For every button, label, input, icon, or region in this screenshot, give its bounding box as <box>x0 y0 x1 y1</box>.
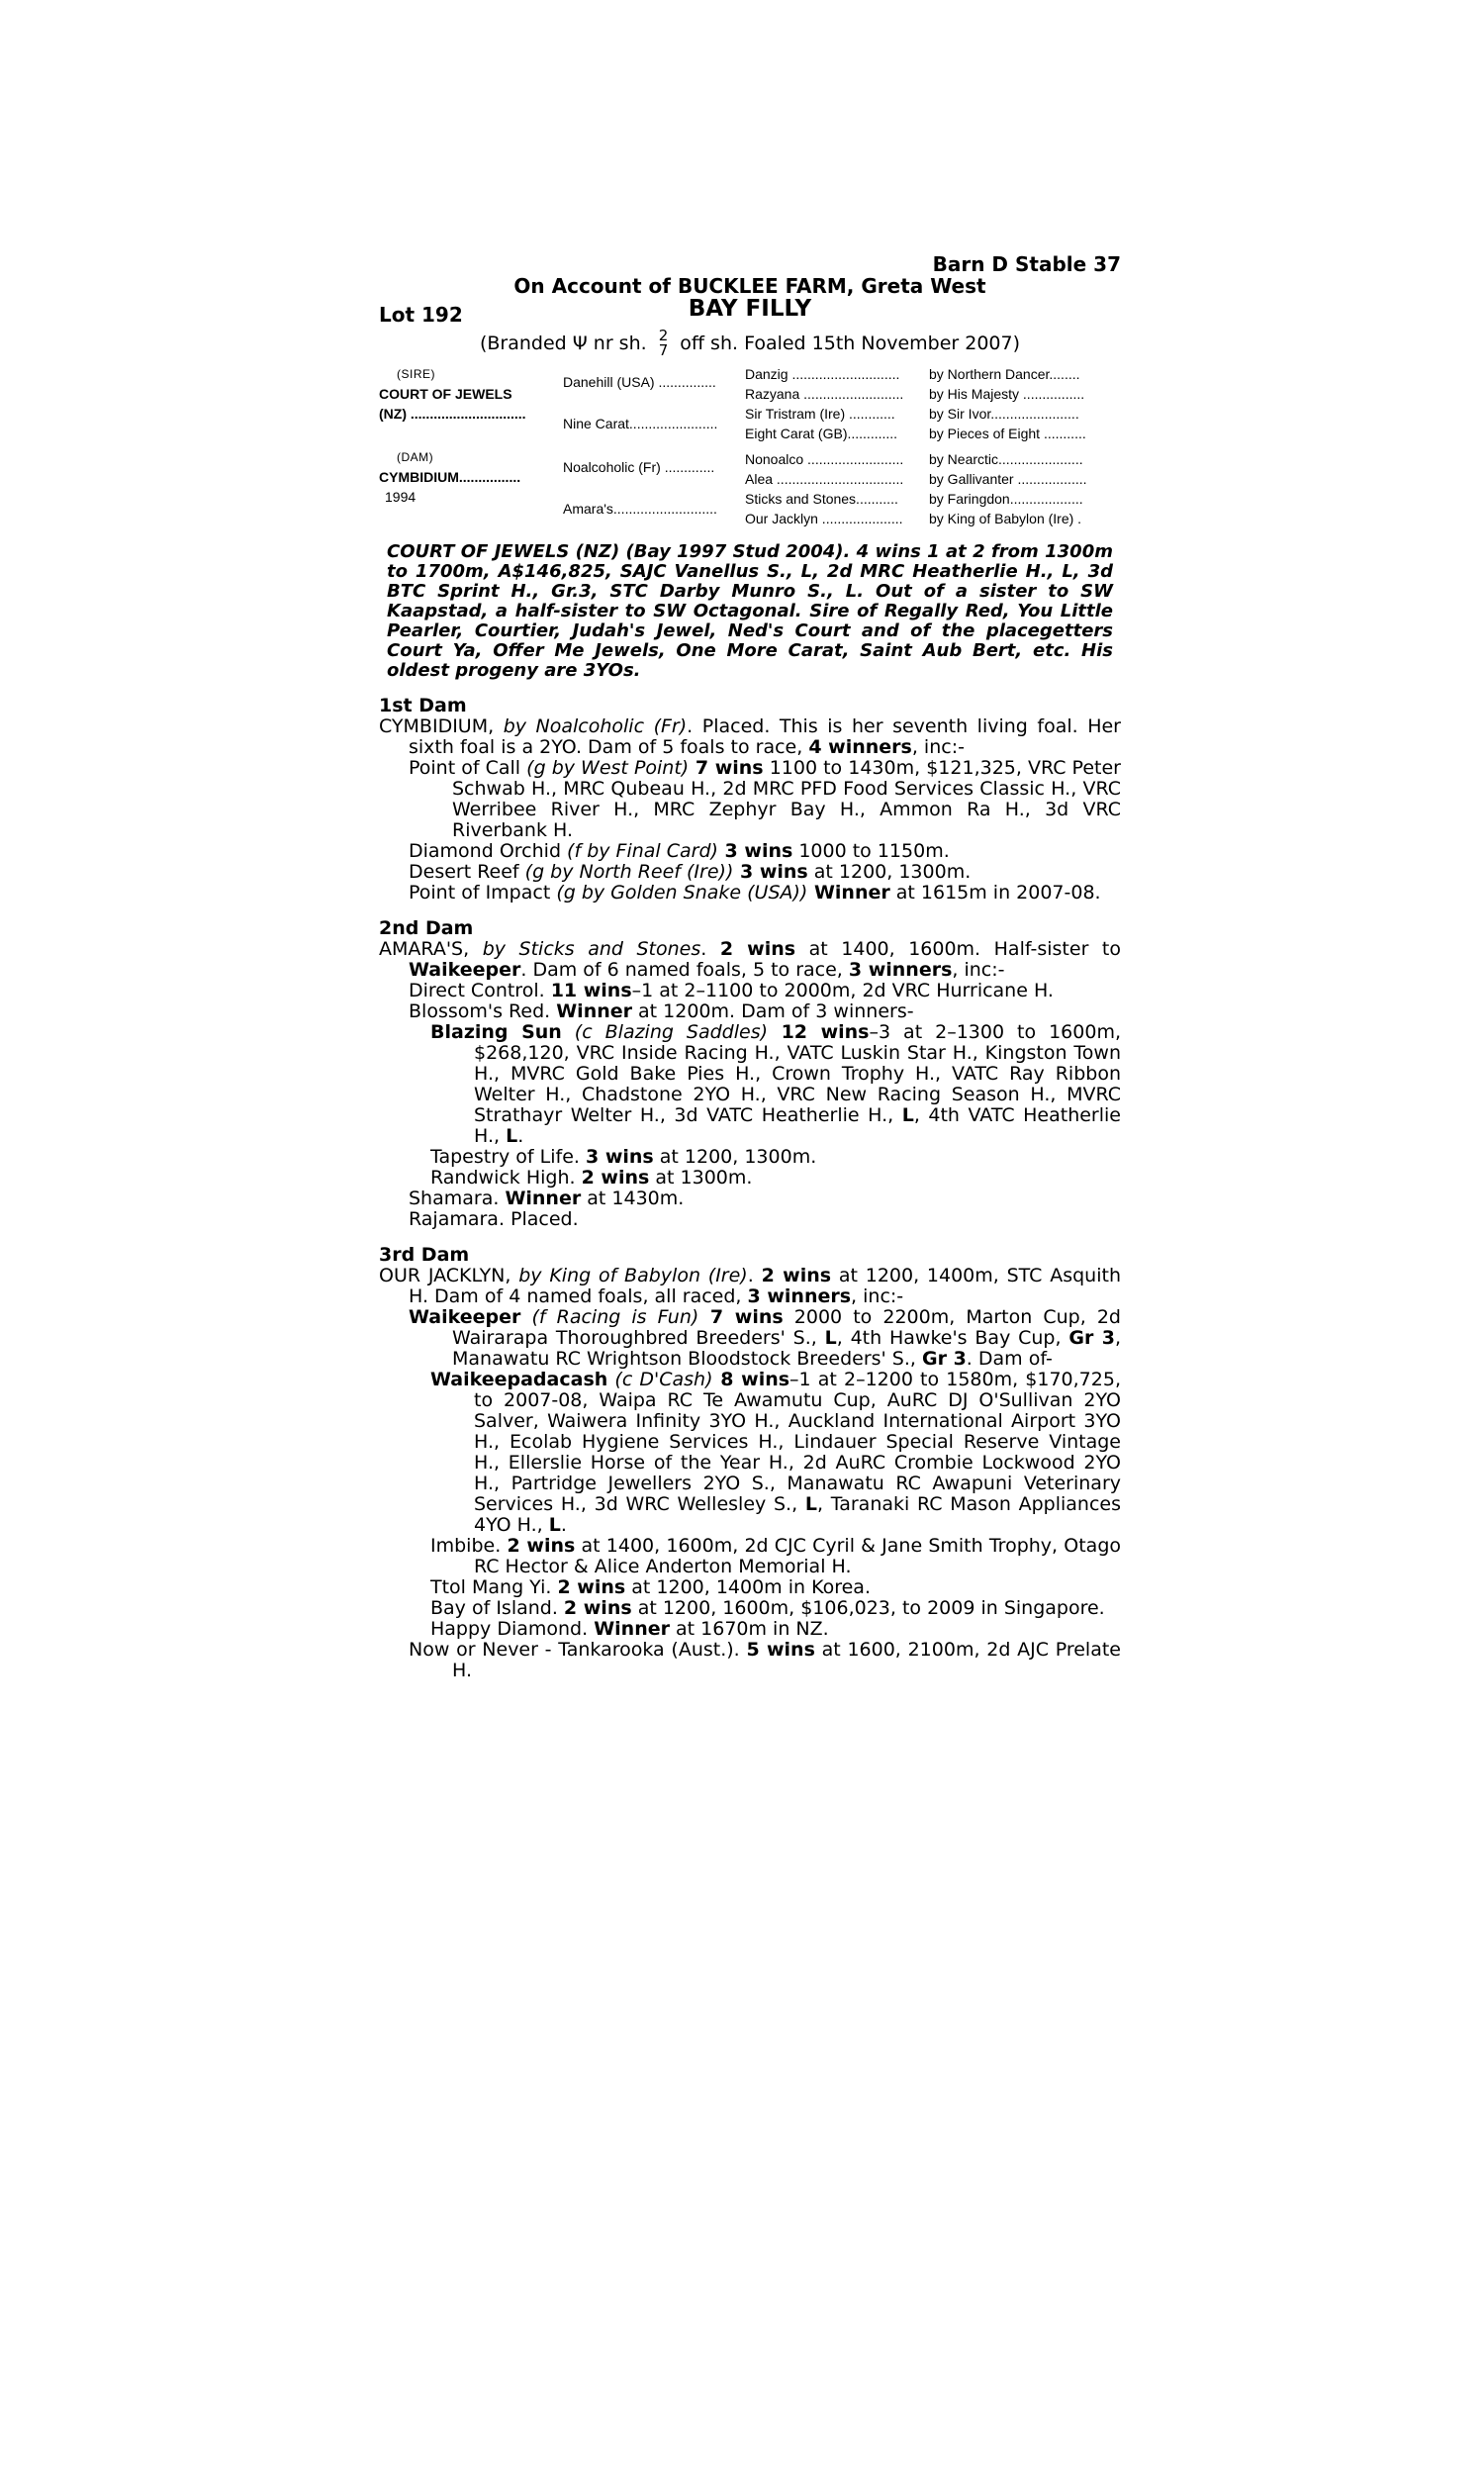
ggs-5: Nonoalco ......................... <box>745 451 904 467</box>
progeny-blossoms-red: Blossom's Red. Winner at 1200m. Dam of 3 winners- <box>409 1000 914 1022</box>
progeny-blazing-sun: Blazing Sun (c Blazing Saddles) 12 wins–3 at 2–1300 to 1600m, $268,120, VRC Inside Racing H., VATC Luskin Star H., Kingston Town H., MVRC Gold Bake Pies H., Crown Trophy H., VATC Ray Ribbon Welter H., Chadstone 2YO H., VRC New Racing Season H., MVRC Strathayr Welter H., 3d VATC Heatherlie H., L, 4th VATC Heatherlie H., L. <box>430 1021 1121 1147</box>
third-dam-intro: OUR JACKLYN, by King of Babylon (Ire). 2 wins at 1200, 1400m, STC Asquith H. Dam of 4 named foals, all raced, 3 winners, inc:- <box>379 1265 1121 1307</box>
vendor-account: On Account of BUCKLEE FARM, Greta West <box>513 274 986 298</box>
dam-name: CYMBIDIUM................ <box>379 469 521 485</box>
ggs-7: Sticks and Stones........... <box>745 491 898 507</box>
sire-name: COURT OF JEWELS <box>379 386 512 402</box>
by-8: by King of Babylon (Ire) . <box>929 511 1082 526</box>
progeny-ttol-mang-yi: Ttol Mang Yi. 2 wins at 1200, 1400m in Korea. <box>430 1576 871 1598</box>
ggs-4: Eight Carat (GB)............. <box>745 426 898 441</box>
brand-line <box>379 329 1121 358</box>
progeny-tapestry-of-life: Tapestry of Life. 3 wins at 1200, 1300m. <box>430 1146 817 1168</box>
sire-country: (NZ) .............................. <box>379 406 526 422</box>
grandsire-1: Danehill (USA) ............... <box>563 374 716 390</box>
progeny-rajamara: Rajamara. Placed. <box>409 1208 579 1230</box>
progeny-imbibe: Imbibe. 2 wins at 1400, 1600m, 2d CJC Cyril & Jane Smith Trophy, Otago RC Hector & Alice Anderton Memorial H. <box>430 1535 1122 1577</box>
by-4: by Pieces of Eight ........... <box>929 426 1086 441</box>
ggs-2: Razyana .......................... <box>745 386 904 402</box>
granddam-2: Amara's........................... <box>563 501 717 517</box>
by-3: by Sir Ivor....................... <box>929 406 1079 422</box>
brand-prefix: (Branded Ψ nr sh. <box>479 333 647 354</box>
lot-row <box>379 296 1121 329</box>
granddam-1: Nine Carat....................... <box>563 416 718 431</box>
sire-label: (SIRE) <box>397 367 435 381</box>
sire-summary: COURT OF JEWELS (NZ) (Bay 1997 Stud 2004). 4 wins 1 at 2 from 1300m to 1700m, A$146,825, SAJC Vanellus S., L, 2d MRC Heatherlie H., L, 3d BTC Sprint H., Gr.3, STC Darby Munro S., L. Out of a sister to SW Kaapstad, a half-sister to SW Octagonal. Sire of Regally Red, You Little Pearler, Courtier, Judah's Jewel, Ned's Court and of the placegetters Court Ya, Offer Me Jewels, One More Carat, Saint Aub Bert, etc. His oldest progeny are 3YOs. <box>387 541 1113 681</box>
progeny-point-of-impact: Point of Impact (g by Golden Snake (USA)) Winner at 1615m in 2007-08. <box>409 882 1101 904</box>
horse-description: BAY FILLY <box>688 296 812 322</box>
second-dam-heading: 2nd Dam <box>379 917 474 939</box>
second-dam-intro: AMARA'S, by Sticks and Stones. 2 wins at 1400, 1600m. Half-sister to Waikeeper. Dam of 6 named foals, 5 to race, 3 winners, inc:- <box>379 938 1121 981</box>
dam-year: 1994 <box>385 489 417 505</box>
progeny-desert-reef: Desert Reef (g by North Reef (Ire)) 3 wins at 1200, 1300m. <box>409 861 972 883</box>
catalogue-page <box>379 253 1121 1681</box>
progeny-happy-diamond: Happy Diamond. Winner at 1670m in NZ. <box>430 1618 829 1640</box>
progeny-shamara: Shamara. Winner at 1430m. <box>409 1188 685 1209</box>
by-1: by Northern Dancer........ <box>929 366 1080 382</box>
progeny-now-or-never: Now or Never - Tankarooka (Aust.). 5 wins at 1600, 2100m, 2d AJC Prelate H. <box>409 1639 1121 1681</box>
progeny-waikeeper: Waikeeper (f Racing is Fun) 7 wins 2000 to 2200m, Marton Cup, 2d Wairarapa Thoroughbred Breeders' S., L, 4th Hawke's Bay Cup, Gr 3, Manawatu RC Wrightson Bloodstock Breeders' S., Gr 3. Dam of- <box>409 1306 1121 1370</box>
third-dam-heading: 3rd Dam <box>379 1244 470 1266</box>
progeny-randwick-high: Randwick High. 2 wins at 1300m. <box>430 1167 753 1189</box>
brand-suffix: off sh. Foaled 15th November 2007) <box>680 333 1021 354</box>
first-dam-intro: CYMBIDIUM, by Noalcoholic (Fr). Placed. This is her seventh living foal. Her sixth foal is a 2YO. Dam of 5 foals to race, 4 winners, inc:- <box>379 715 1121 758</box>
progeny-direct-control: Direct Control. 11 wins–1 at 2–1100 to 2000m, 2d VRC Hurricane H. <box>409 980 1054 1001</box>
by-2: by His Majesty ................ <box>929 386 1085 402</box>
first-dam-heading: 1st Dam <box>379 695 467 716</box>
dam-label: (DAM) <box>397 450 434 464</box>
progeny-waikeepadacash: Waikeepadacash (c D'Cash) 8 wins–1 at 2–1200 to 1580m, $170,725, to 2007-08, Waipa RC Te Awamutu Cup, AuRC DJ O'Sullivan 2YO Salver, Waiwera Infinity 3YO H., Auckland International Airport 3YO H., Ecolab Hygiene Services H., Lindauer Special Reserve Vintage H., Ellerslie Horse of the Year H., 2d AuRC Crombie Lockwood 2YO H., Partridge Jewellers 2YO S., Manawatu RC Awapuni Veterinary Services H., 3d WRC Wellesley S., L, Taranaki RC Mason Appliances 4YO H., L. <box>430 1369 1121 1536</box>
barn-stable: Barn D Stable 37 <box>932 252 1121 276</box>
by-5: by Nearctic...................... <box>929 451 1083 467</box>
ggs-3: Sir Tristram (Ire) ............ <box>745 406 895 422</box>
ggs-1: Danzig ............................ <box>745 366 900 382</box>
brand-numerator: 2 <box>658 327 669 344</box>
progeny-point-of-call: Point of Call (g by West Point) 7 wins 1100 to 1430m, $121,325, VRC Peter Schwab H., MRC Qubeau H., 2d MRC PFD Food Services Classic H., VRC Werribee River H., MRC Zephyr Bay H., Ammon Ra H., 3d VRC Riverbank H. <box>409 757 1121 841</box>
lot-number: Lot 192 <box>379 303 463 327</box>
by-6: by Gallivanter .................. <box>929 471 1087 487</box>
pedigree-table <box>379 364 1121 532</box>
by-7: by Faringdon................... <box>929 491 1083 507</box>
ggs-8: Our Jacklyn ..................... <box>745 511 903 526</box>
progeny-bay-of-island: Bay of Island. 2 wins at 1200, 1600m, $106,023, to 2009 in Singapore. <box>430 1597 1105 1619</box>
brand-denominator: 7 <box>658 341 669 359</box>
brand-fraction <box>659 329 669 358</box>
progeny-diamond-orchid: Diamond Orchid (f by Final Card) 3 wins 1000 to 1150m. <box>409 840 950 862</box>
ggs-6: Alea ................................. <box>745 471 904 487</box>
grandsire-2: Noalcoholic (Fr) ............. <box>563 459 715 475</box>
